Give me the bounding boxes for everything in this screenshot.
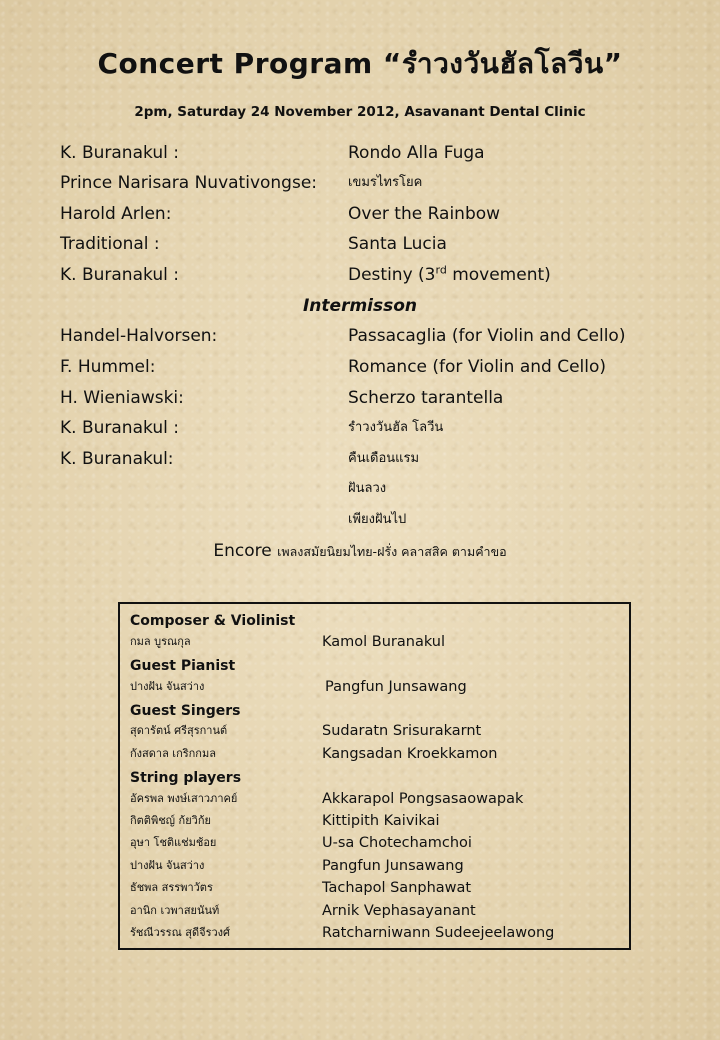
performer-thai-name: กิตติพิชญ์ ก้ยวิก้ย (130, 814, 211, 827)
performers-box (118, 602, 631, 950)
performer-english-name: Arnik Vephasayanant (322, 903, 476, 919)
performer-english-name: Akkarapol Pongsasaowapak (322, 791, 524, 807)
performer-english-name: U-sa Chotechamchoi (322, 835, 472, 851)
composer-name: K. Buranakul : (60, 265, 179, 285)
program-item (0, 475, 720, 503)
composer-name: Traditional : (60, 234, 160, 254)
performer-english-name: Pangfun Junsawang (325, 679, 467, 695)
performer-row (120, 877, 633, 899)
performer-thai-name: สุดารัตน์ ศรีสุรกานต์ (130, 724, 228, 737)
composer-name: Handel-Halvorsen: (60, 326, 218, 346)
work-title: เพียงฝันไป (348, 512, 407, 527)
program-item (0, 414, 720, 442)
performer-english-name: Kangsadan Kroekkamon (322, 746, 498, 762)
performer-thai-name: อุษา โชติแช่มช้อย (130, 836, 217, 849)
work-title: เขมรไทรโยค (348, 175, 423, 190)
program-item (0, 506, 720, 534)
intermission-label: Intermisson (302, 296, 418, 316)
performer-thai-name: กมล บูรณกุล (130, 635, 191, 648)
composer-name: K. Buranakul: (60, 449, 174, 469)
performer-thai-name: รัชณีวรรณ สุดีจีรวงศ์ (130, 926, 231, 939)
work-title: Rondo Alla Fuga (348, 143, 485, 163)
work-title: Scherzo tarantella (348, 388, 504, 408)
performer-english-name: Ratcharniwann Sudeejeelawong (322, 925, 555, 941)
performer-row (120, 720, 633, 742)
program-item (0, 139, 720, 167)
performer-thai-name: กังสดาล เกริกกมล (130, 747, 216, 760)
performer-row (120, 788, 633, 810)
section-heading: Guest Pianist (130, 658, 236, 674)
performer-english-name: Kamol Buranakul (322, 634, 446, 650)
performer-row (120, 743, 633, 765)
performer-thai-name: อัครพล พงษ์เสาวภาคย์ (130, 792, 238, 805)
performer-row (120, 676, 633, 698)
program-item (0, 200, 720, 228)
work-title: Santa Lucia (348, 234, 447, 254)
performer-english-name: Pangfun Junsawang (322, 858, 464, 874)
performer-row (120, 855, 633, 877)
work-title: ฝันลวง (348, 481, 387, 496)
concert-title: Concert Program “รำวงวันฮัลโลวีน” (97, 47, 623, 80)
performer-thai-name: ธัชพล สรรพาวัตร (130, 881, 213, 894)
composer-name: Harold Arlen: (60, 204, 172, 224)
performer-row (120, 900, 633, 922)
program-item (0, 322, 720, 350)
encore-line (0, 537, 720, 566)
performer-row (120, 810, 633, 832)
program-item (0, 384, 720, 412)
composer-name: Prince Narisara Nuvativongse: (60, 173, 318, 193)
composer-name: K. Buranakul : (60, 143, 179, 163)
work-title: คืนเดือนแรม (348, 451, 420, 466)
program-item (0, 169, 720, 197)
performer-english-name: Tachapol Sanphawat (322, 880, 472, 896)
performer-thai-name: ปางฝัน จันสว่าง (130, 680, 205, 693)
work-title: Passacaglia (for Violin and Cello) (348, 326, 626, 346)
performer-thai-name: ปางฝัน จันสว่าง (130, 859, 205, 872)
section-heading: String players (130, 770, 242, 786)
composer-name: H. Wieniawski: (60, 388, 184, 408)
program-item (0, 445, 720, 473)
performer-row (120, 832, 633, 854)
program-item (0, 353, 720, 381)
program-item (0, 230, 720, 258)
work-title: Destiny (3rd movement) (348, 263, 551, 285)
performer-row (120, 922, 633, 944)
encore-text: เพลงสมัยนิยมไทย-ฝรั่ง คลาสสิค ตามคำขอ (277, 544, 507, 559)
work-title: Over the Rainbow (348, 204, 501, 224)
composer-name: F. Hummel: (60, 357, 156, 377)
encore-label: Encore (213, 541, 272, 561)
performer-row (120, 631, 633, 653)
performer-english-name: Sudaratn Srisurakarnt (322, 723, 482, 739)
section-heading: Guest Singers (130, 703, 241, 719)
performer-english-name: Kittipith Kaivikai (322, 813, 440, 829)
section-heading: Composer & Violinist (130, 613, 296, 629)
work-title: รำวงวันฮัล โลวีน (348, 420, 444, 435)
work-title: Romance (for Violin and Cello) (348, 357, 607, 377)
composer-name: K. Buranakul : (60, 418, 179, 438)
performer-thai-name: อานิก เวพาสยนันท์ (130, 904, 220, 917)
program-item (0, 261, 720, 289)
concert-date-venue: 2pm, Saturday 24 November 2012, Asavanant Dental Clinic (134, 104, 586, 120)
